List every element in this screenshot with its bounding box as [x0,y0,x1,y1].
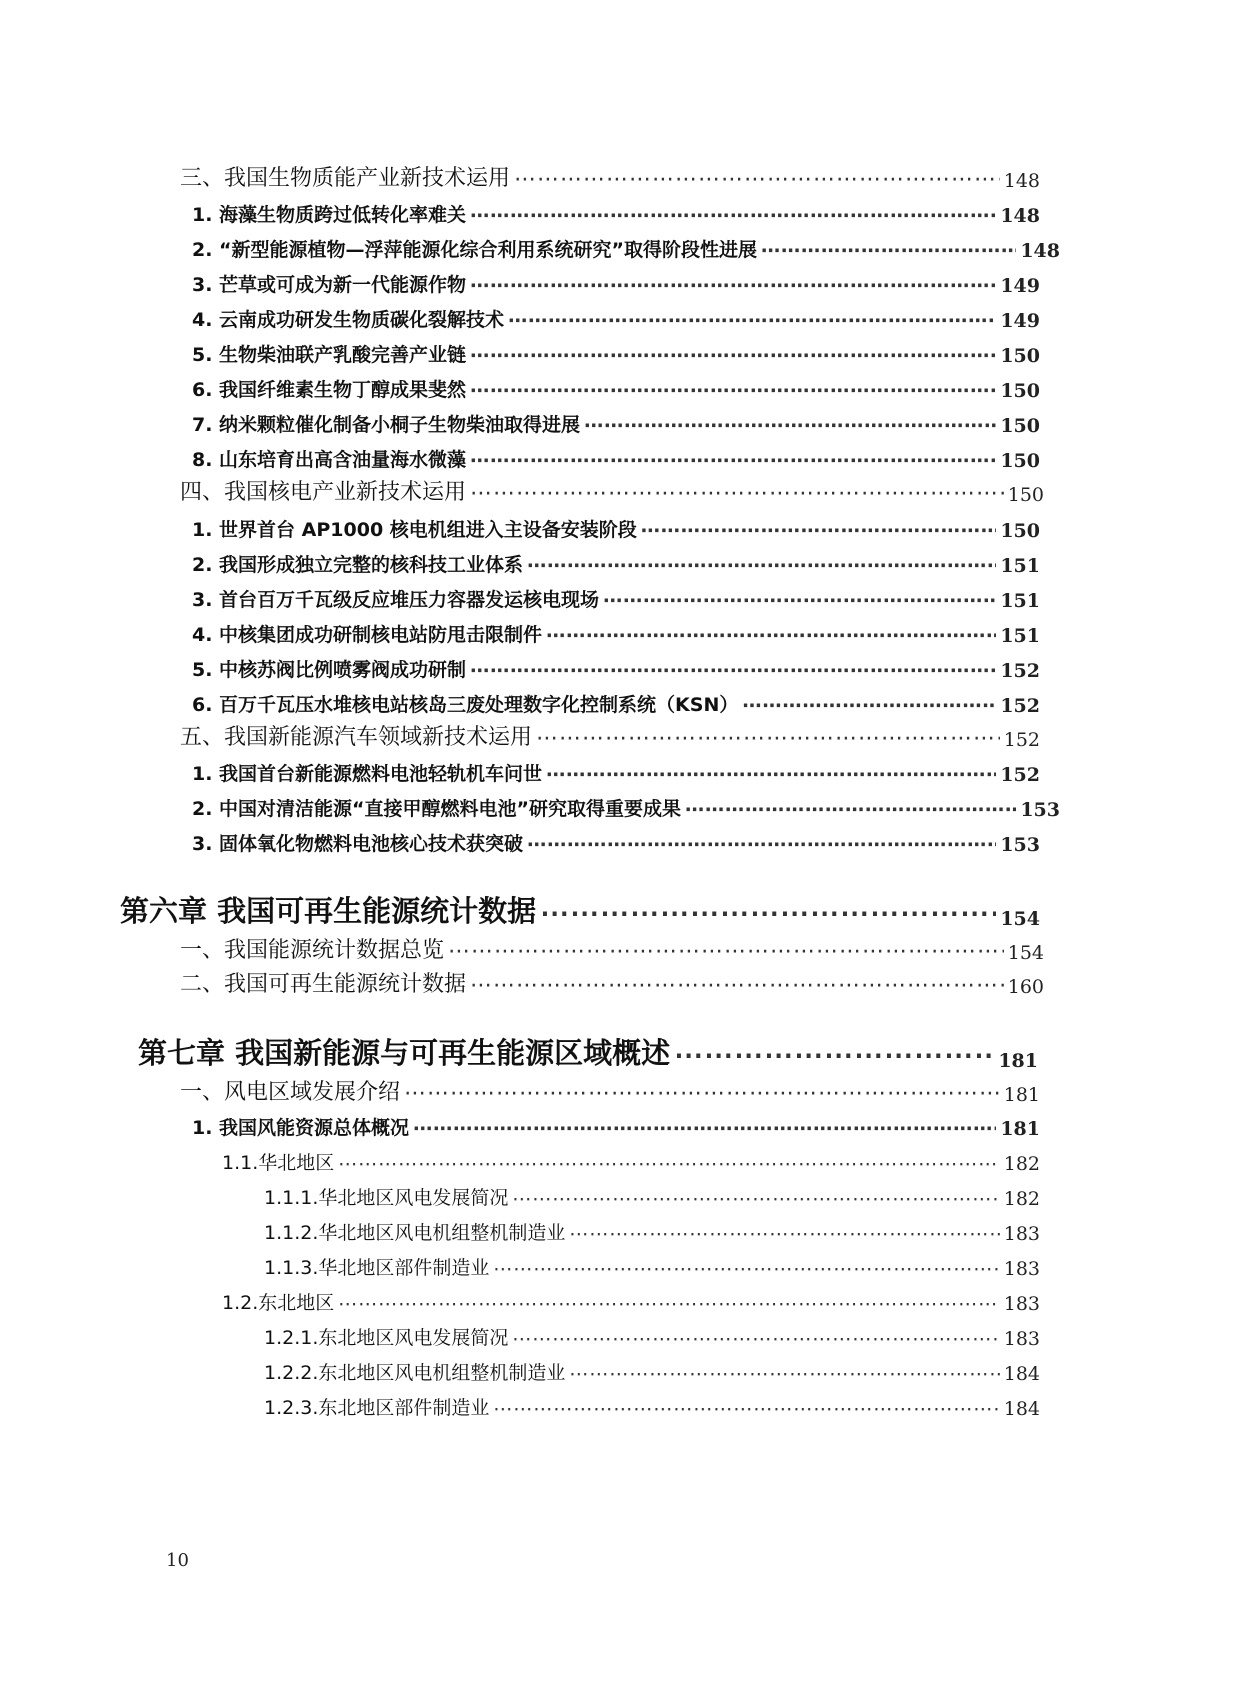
toc-entry-page: 184 [1003,1363,1040,1385]
toc-entry [192,654,1040,682]
dot-leader [761,240,1016,262]
dot-leader [540,896,996,930]
toc-entry-page: 152 [1000,695,1040,717]
toc-entry-title: 1. 我国风能资源总体概况 [192,1117,410,1139]
toc-chapter-entry [120,890,1040,930]
dot-leader [546,625,996,647]
dot-leader [493,1258,999,1280]
toc-entry-page: 150 [1007,484,1044,506]
toc-entry [192,619,1040,647]
toc-entry [192,828,1040,856]
dot-leader [413,1118,996,1140]
toc-entry [264,1182,1040,1210]
toc-entry-title: 1.1.2.华北地区风电机组整机制造业 [264,1222,566,1244]
toc-entry [192,758,1040,786]
toc-entry [192,304,1040,332]
toc-entry-page: 183 [1003,1328,1040,1350]
toc-entry-title: 2. 中国对清洁能源“直接甲醇燃料电池”研究取得重要成果 [192,798,682,820]
toc-entry-title: 2. “新型能源植物—浮萍能源化综合利用系统研究”取得阶段性进展 [192,239,758,261]
toc-entry-page: 154 [1007,942,1044,964]
dot-leader [584,415,996,437]
toc-entry [192,374,1040,402]
toc-chapter-entry [138,1032,1038,1072]
toc-entry-title: 6. 百万千瓦压水堆核电站核岛三废处理数字化控制系统（KSN） [192,694,739,716]
toc-entry-page: 181 [1003,1084,1040,1106]
toc-entry [180,476,1044,506]
toc-entry-title: 5. 中核苏阀比例喷雾阀成功研制 [192,659,467,681]
toc-entry-page: 148 [1003,170,1040,192]
toc-entry-page: 160 [1007,976,1044,998]
toc-entry [192,444,1040,472]
toc-entry-page: 183 [1003,1223,1040,1245]
toc-entry-title: 3. 首台百万千瓦级反应堆压力容器发运核电现场 [192,589,600,611]
toc-entry [192,549,1040,577]
dot-leader [512,1328,999,1350]
dot-leader [742,695,996,717]
toc-entry-title: 第六章 我国可再生能源统计数据 [120,894,537,928]
toc-entry-page: 149 [1000,275,1040,297]
toc-entry-page: 152 [1003,729,1040,751]
dot-leader [603,590,996,612]
dot-leader [470,205,996,227]
toc-entry-title: 四、我国核电产业新技术运用 [180,480,467,505]
toc-entry-page: 182 [1003,1153,1040,1175]
toc-entry-title: 2. 我国形成独立完整的核科技工业体系 [192,554,524,576]
dot-leader [470,275,996,297]
toc-entry-page: 183 [1003,1258,1040,1280]
toc-entry-title: 一、我国能源统计数据总览 [180,938,445,963]
toc-entry [192,269,1040,297]
dot-leader [508,310,996,332]
toc-entry-title: 1. 我国首台新能源燃料电池轻轨机车问世 [192,763,543,785]
toc-entry [192,339,1040,367]
dot-leader [338,1153,999,1175]
toc-entry-title: 1. 世界首台 AP1000 核电机组进入主设备安装阶段 [192,519,637,541]
toc-entry [192,1112,1040,1140]
toc-entry-page: 152 [1000,764,1040,786]
dot-leader [470,481,1004,506]
dot-leader [404,1081,1000,1106]
toc-entry-title: 1.2.2.东北地区风电机组整机制造业 [264,1362,566,1384]
dot-leader [569,1363,999,1385]
toc-entry-page: 154 [1000,908,1040,930]
toc-entry [192,409,1040,437]
dot-leader [674,1038,994,1072]
toc-entry [180,162,1040,192]
toc-entry-title: 三、我国生物质能产业新技术运用 [180,166,511,191]
toc-entry-title: 8. 山东培育出高含油量海水微藻 [192,449,467,471]
toc-entry [180,721,1040,751]
toc-entry-title: 1.1.3.华北地区部件制造业 [264,1257,490,1279]
page-number: 10 [166,1550,189,1571]
toc-entry-page: 151 [1000,555,1040,577]
toc-entry-page: 182 [1003,1188,1040,1210]
toc-entry-title: 五、我国新能源汽车领域新技术运用 [180,725,533,750]
toc-entry-page: 150 [1000,450,1040,472]
toc-entry-title: 1.2.3.东北地区部件制造业 [264,1397,490,1419]
toc-entry [222,1147,1040,1175]
toc-entry [192,584,1040,612]
toc-entry-page: 153 [1000,834,1040,856]
dot-leader [338,1293,999,1315]
toc-entry [192,689,1040,717]
toc-entry [264,1322,1040,1350]
toc-entry-page: 184 [1003,1398,1040,1420]
toc-entry-title: 一、风电区域发展介绍 [180,1080,401,1105]
toc-entry-page: 183 [1003,1293,1040,1315]
toc-entry-title: 4. 中核集团成功研制核电站防甩击限制件 [192,624,543,646]
toc-entry [180,968,1044,998]
toc-entry [192,514,1040,542]
dot-leader [470,380,996,402]
toc-entry [192,793,1060,821]
dot-leader [470,345,996,367]
toc-entry-page: 152 [1000,660,1040,682]
toc-entry [264,1357,1040,1385]
toc-entry-page: 181 [1000,1118,1040,1140]
toc-entry-title: 7. 纳米颗粒催化制备小桐子生物柴油取得进展 [192,414,581,436]
dot-leader [546,764,996,786]
toc-entry-page: 150 [1000,380,1040,402]
toc-entry-title: 1.2.东北地区 [222,1292,335,1314]
dot-leader [512,1188,999,1210]
dot-leader [527,555,996,577]
toc-entry-page: 148 [1000,205,1040,227]
dot-leader [514,167,1000,192]
toc-entry-page: 150 [1000,520,1040,542]
toc-entry [264,1392,1040,1420]
toc-entry-page: 150 [1000,415,1040,437]
toc-entry-page: 151 [1000,590,1040,612]
dot-leader [527,834,996,856]
toc-entry-title: 1.1.1.华北地区风电发展简况 [264,1187,509,1209]
toc-entry-page: 149 [1000,310,1040,332]
toc-entry [222,1287,1040,1315]
dot-leader [470,450,996,472]
toc-entry [192,199,1040,227]
toc-entry [180,1076,1040,1106]
dot-leader [493,1398,999,1420]
toc-entry-page: 181 [998,1050,1038,1072]
toc-entry-title: 3. 芒草或可成为新一代能源作物 [192,274,467,296]
toc-entry-title: 4. 云南成功研发生物质碳化裂解技术 [192,309,505,331]
toc-entry-page: 153 [1020,799,1060,821]
dot-leader [448,939,1004,964]
dot-leader [470,973,1004,998]
dot-leader [569,1223,999,1245]
toc-entry [264,1252,1040,1280]
toc-entry-title: 6. 我国纤维素生物丁醇成果斐然 [192,379,467,401]
toc-entry [180,934,1044,964]
toc-entry-title: 3. 固体氧化物燃料电池核心技术获突破 [192,833,524,855]
toc-entry-title: 5. 生物柴油联产乳酸完善产业链 [192,344,467,366]
dot-leader [536,726,1000,751]
toc-entry [264,1217,1040,1245]
toc-entry-title: 1.2.1.东北地区风电发展简况 [264,1327,509,1349]
dot-leader [641,520,997,542]
toc-entry-page: 150 [1000,345,1040,367]
toc-entry [192,234,1060,262]
toc-entry-page: 148 [1020,240,1060,262]
toc-entry-page: 151 [1000,625,1040,647]
toc-entry-title: 第七章 我国新能源与可再生能源区域概述 [138,1036,671,1070]
toc-entry-title: 1. 海藻生物质跨过低转化率难关 [192,204,467,226]
dot-leader [470,660,996,682]
dot-leader [685,799,1016,821]
toc-entry-title: 1.1.华北地区 [222,1152,335,1174]
toc-entry-title: 二、我国可再生能源统计数据 [180,972,467,997]
